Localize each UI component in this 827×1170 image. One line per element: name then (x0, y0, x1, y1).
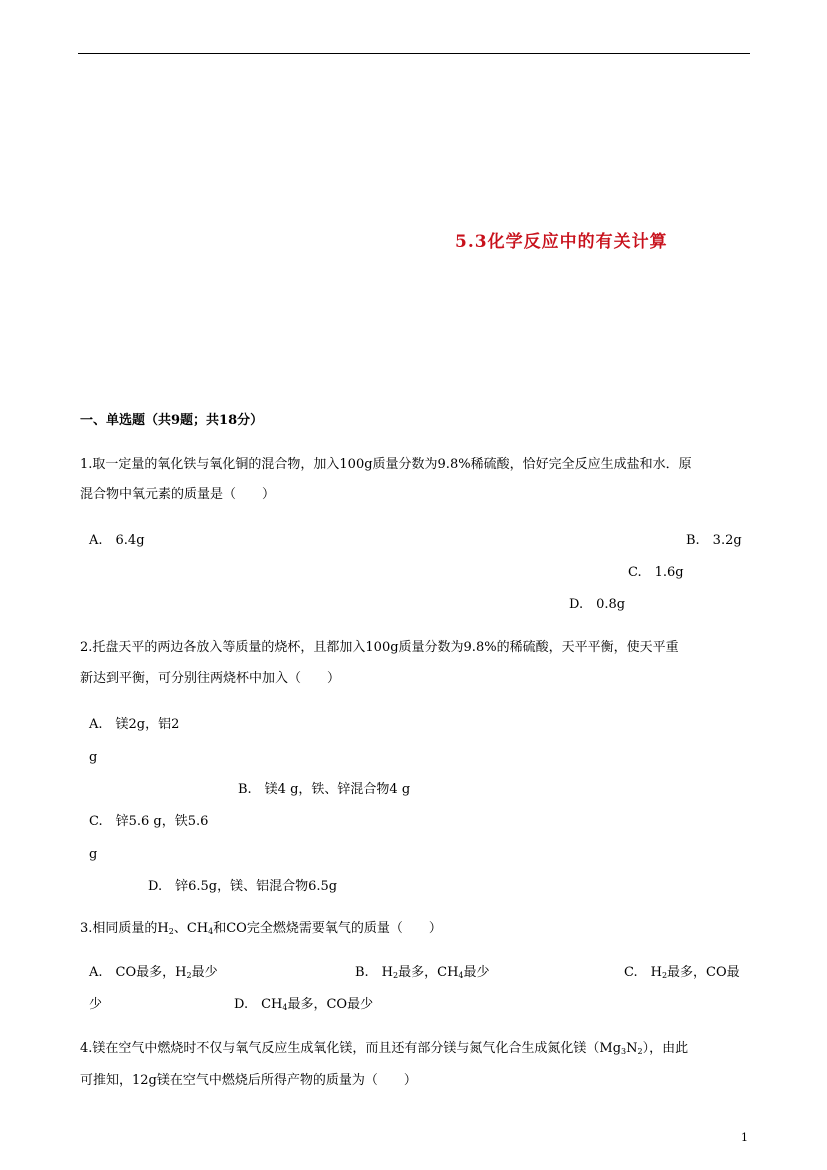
question-2-option-c: C. 锌5.6 g，铁5.6 (89, 814, 209, 829)
question-2-option-c-cont: g (89, 847, 98, 862)
section-heading: 一、单选题（共9题；共18分） (80, 413, 264, 428)
header-rule (78, 53, 750, 54)
question-1-line-1: 1.取一定量的氧化铁与氧化铜的混合物，加入100g质量分数为9.8%稀硫酸，恰好完全反应生成盐和水．原 (80, 457, 692, 472)
question-3-option-c-cont: 少 (89, 997, 103, 1012)
question-2-line-1: 2.托盘天平的两边各放入等质量的烧杯，且都加入100g质量分数为9.8%的稀硫酸，天平平衡，使天平重 (80, 640, 679, 655)
question-1-line-2: 混合物中氧元素的质量是（ ） (80, 487, 276, 502)
question-1-option-c: C. 1.6g (628, 565, 684, 580)
document-title: 5.3化学反应中的有关计算 (455, 232, 668, 252)
question-2-option-a-cont: g (89, 750, 98, 765)
question-3-option-d: D. $CH_4$最多，CO最少 (234, 997, 374, 1012)
question-3-option-c: C. $H_2$最多，CO最 (624, 965, 740, 980)
page-number: 1 (741, 1131, 748, 1144)
question-2-option-d: D. 锌6.5g，镁、铝混合物6.5g (148, 879, 338, 894)
question-4-line-1: 4.镁在空气中燃烧时不仅与氧气反应生成氧化镁，而且还有部分镁与氮气化合生成氮化镁$(Mg_3N_2)$，由此 (80, 1041, 689, 1056)
question-1-option-d: D. 0.8g (569, 597, 626, 612)
question-3-option-b: B. $H_2$最多，$CH_4$最少 (355, 965, 490, 980)
question-2-option-b: B. 镁4 g，铁、锌混合物4 g (238, 782, 411, 797)
question-3-option-a: A. CO最多，$H_2$最少 (89, 965, 218, 980)
question-2-option-a: A. 镁2g，铝2 (89, 717, 180, 732)
question-1-option-a: A. 6.4g (89, 533, 145, 548)
question-4-line-2: 可推知，12g镁在空气中燃烧后所得产物的质量为（ ） (80, 1073, 417, 1088)
question-1-option-b: B. 3.2g (686, 533, 742, 548)
question-2-line-2: 新达到平衡，可分别往两烧杯中加入（ ） (80, 671, 341, 686)
question-3-stem: 3.相同质量的$H_2$、$CH_4$和CO完全燃烧需要氧气的质量（ ） (80, 921, 442, 936)
